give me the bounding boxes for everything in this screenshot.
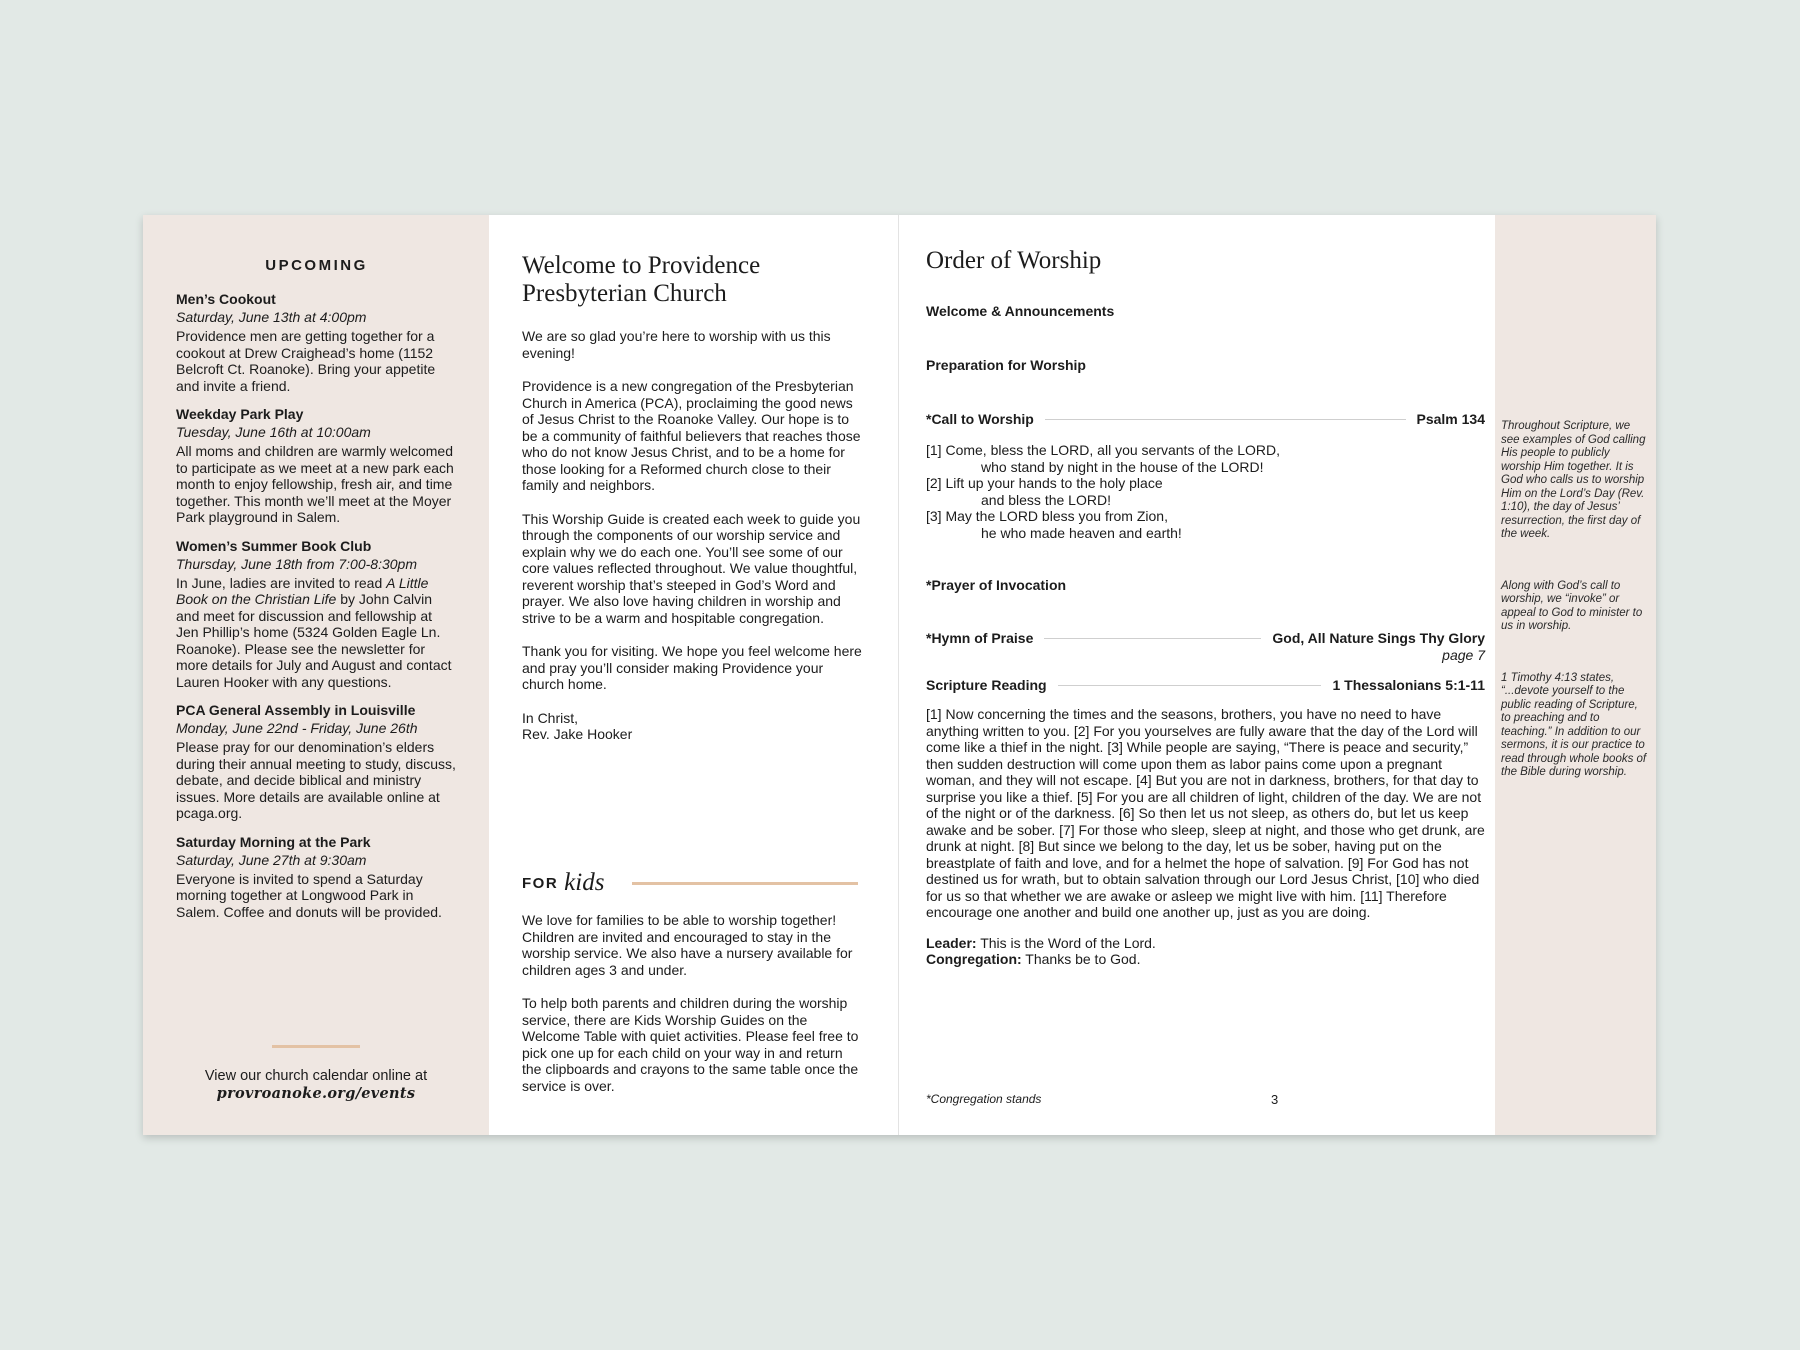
call-to-worship-item xyxy=(926,410,1485,428)
kids-paragraph: We love for families to be able to worship together! Children are invited and encouraged to stay in the worship service. We also have a nursery available for children ages 3 and under. xyxy=(522,912,853,978)
leader-response xyxy=(926,935,1485,952)
event-general-assembly xyxy=(176,702,457,822)
for-kids-heading xyxy=(522,869,858,897)
leader-label: Leader: xyxy=(926,934,977,951)
event-weekday-park-play xyxy=(176,406,457,526)
book-title: A Little Book on the Christian Life xyxy=(176,574,429,607)
upcoming-heading: UPCOMING xyxy=(265,257,368,274)
scripture-reading-note: 1 Timothy 4:13 states, “...devote yourself to the public reading of Scripture, to preaching and to teaching.” In addition to our sermons, it is our practice to read through whole books of the Bible during worship. xyxy=(1501,671,1647,778)
sidebar-notes xyxy=(1495,215,1656,1135)
event-title: Women’s Summer Book Club xyxy=(176,537,372,554)
call-to-worship-reference: Psalm 134 xyxy=(1416,411,1485,427)
preparation-item: Preparation for Worship xyxy=(926,357,1086,373)
signoff-name: Rev. Jake Hooker xyxy=(522,726,633,742)
scripture-response xyxy=(926,935,1485,968)
calendar-text: View our church calendar online at xyxy=(204,1068,428,1084)
event-date: Thursday, June 18th from 7:00-8:30pm xyxy=(176,555,417,572)
welcome-announcements-item: Welcome & Announcements xyxy=(926,303,1115,319)
order-of-worship-panel xyxy=(899,215,1495,1135)
for-label: FOR xyxy=(522,874,559,892)
event-date: Monday, June 22nd - Friday, June 26th xyxy=(176,720,418,736)
event-date: Saturday, June 13th at 4:00pm xyxy=(176,309,367,325)
event-description xyxy=(176,575,457,691)
welcome-paragraph: This Worship Guide is created each week to guide you through the components of our worship service and explain why we do each one. You’ll see some of our core values reflected throughout. We value thoughtful, reverent worship that’s steeped in God’s Word and prayer. We also love having children in worship and strive to be a warm and hospitable congregation. xyxy=(522,510,861,626)
event-description: All moms and children are warmly welcomed to participate as we meet at a new park each month to enjoy fellowship, fresh air, and time together. This month we’ll meet at the Moyer Park playground in Salem. xyxy=(176,443,454,525)
calendar-footer xyxy=(143,1045,489,1102)
kids-label: kids xyxy=(564,869,605,896)
hymn-label: *Hymn of Praise xyxy=(926,630,1034,646)
congregation-text: Thanks be to God. xyxy=(1021,951,1141,967)
scripture-reading-item xyxy=(926,676,1485,694)
event-date: Tuesday, June 16th at 10:00am xyxy=(176,424,371,440)
event-title: Men’s Cookout xyxy=(176,291,276,307)
event-saturday-park xyxy=(176,834,457,921)
event-description: Please pray for our denomination’s elders during their annual meeting to study, discuss, debate, and decide biblical and ministry issues. More details are available online at pcaga.org. xyxy=(176,739,456,821)
upcoming-panel xyxy=(143,215,489,1135)
welcome-signoff xyxy=(522,710,862,743)
event-description-rest: by John Calvin and meet for discussion and fellowship at Jen Phillip’s home (5324 Golden Eagle Ln. Roanoke). Please see the newsletter for more details for July and August and contact Lauren Hooker with any questions. xyxy=(176,591,452,690)
leader-rule xyxy=(1058,685,1322,686)
event-title: Weekday Park Play xyxy=(176,406,304,422)
psalm-line: and bless the LORD! xyxy=(981,491,1111,508)
leader-rule xyxy=(1044,638,1261,639)
scripture-reference: 1 Thessalonians 5:1-11 xyxy=(1332,677,1485,693)
leader-text: This is the Word of the Lord. xyxy=(976,934,1156,951)
page-number: 3 xyxy=(1271,1092,1279,1107)
kids-paragraph: To help both parents and children during the worship service, there are Kids Worship Guides on the Welcome Table with quiet activities. Please feel free to pick one up for each child on your way in and return the clipboards and crayons to the same table once the service is over. xyxy=(522,995,859,1094)
event-description-lead: In June, ladies are invited to read xyxy=(176,574,387,591)
congregation-response xyxy=(926,951,1485,968)
psalm-line: who stand by night in the house of the LORD! xyxy=(981,458,1264,475)
prayer-of-invocation-item: *Prayer of Invocation xyxy=(926,577,1067,593)
psalm-line: [3] May the LORD bless you from Zion, xyxy=(926,508,1168,524)
order-title: Order of Worship xyxy=(926,247,1102,274)
divider-rule xyxy=(632,882,858,885)
signoff-closing: In Christ, xyxy=(522,709,579,726)
for-kids-body xyxy=(522,912,862,1111)
psalm-line: he who made heaven and earth! xyxy=(981,524,1182,541)
worship-guide-spread xyxy=(143,215,1656,1135)
call-to-worship-label: *Call to Worship xyxy=(926,411,1034,427)
call-to-worship-note: Throughout Scripture, we see examples of God calling His people to publicly worship Him together. It is God who calls us to worship Him on the Lord’s Day (Rev. 1:10), the day of Jesus’ resurrection, the first day of the week. xyxy=(1501,420,1646,540)
calendar-link[interactable]: provroanoke.org/events xyxy=(216,1085,416,1102)
congregation-stands-footnote: *Congregation stands xyxy=(926,1092,1042,1106)
event-title: PCA General Assembly in Louisville xyxy=(176,702,416,718)
psalm-line: [2] Lift up your hands to the holy place xyxy=(926,475,1163,491)
congregation-label: Congregation: xyxy=(926,951,1022,967)
psalm-line: [1] Come, bless the LORD, all you servants of the LORD, xyxy=(926,442,1281,458)
invocation-note: Along with God’s call to worship, we “invoke” or appeal to God to minister to us in worship. xyxy=(1501,579,1643,632)
hymn-title: God, All Nature Sings Thy Glory xyxy=(1272,630,1485,646)
event-date: Saturday, June 27th at 9:30am xyxy=(176,851,367,868)
welcome-title-line-1: Welcome to Providence xyxy=(522,252,761,279)
event-book-club xyxy=(176,538,457,691)
event-description: Everyone is invited to spend a Saturday morning together at Longwood Park in Salem. Coffee and donuts will be provided. xyxy=(176,870,442,920)
psalm-text xyxy=(926,442,1485,541)
event-title: Saturday Morning at the Park xyxy=(176,833,371,850)
welcome-paragraph: Thank you for visiting. We hope you feel welcome here and pray you’ll consider making Providence your church home. xyxy=(522,643,862,692)
event-mens-cookout xyxy=(176,291,457,394)
scripture-text: [1] Now concerning the times and the seasons, brothers, you have no need to have anything written to you. [2] For you yourselves are fully aware that the day of the Lord will come like a thief in the night. [3] While people are saying, “There is peace and security,” then sudden destruction will come upon them as labor pains come upon a pregnant woman, and they will not escape. [4] But you are not in darkness, brothers, for that day to surprise you like a thief. [5] For you are all children of light, children of the day. We are not of the night or of the darkness. [6] So then let us not sleep, as others do, but let us keep awake and be sober. [7] For those who sleep, sleep at night, and those who get drunk, are drunk at night. [8] But since we belong to the day, let us be sober, having put on the breastplate of faith and love, and for a helmet the hope of salvation. [9] For God has not destined us for wrath, but to obtain salvation through our Lord Jesus Christ, [10] who died for us so that whether we are awake or asleep we might live with him. [11] Therefore encourage one another and build one another up, just as you are doing. xyxy=(926,706,1485,920)
hymn-page: page 7 xyxy=(1442,647,1485,663)
welcome-title-line-2: Presbyterian Church xyxy=(522,280,727,307)
divider-rule xyxy=(272,1045,360,1048)
hymn-of-praise-item xyxy=(926,629,1485,647)
scripture-label: Scripture Reading xyxy=(926,677,1047,693)
event-description: Providence men are getting together for a cookout at Drew Craighead’s home (1152 Belcroft Ct. Roanoke). Bring your appetite and invite a friend. xyxy=(176,328,436,394)
welcome-panel xyxy=(489,215,899,1135)
welcome-title xyxy=(522,252,862,308)
welcome-paragraph: Providence is a new congregation of the Presbyterian Church in America (PCA), proclaiming the good news of Jesus Christ to the Roanoke Valley. Our hope is to be a community of faithful believers that reaches those who do not know Jesus Christ, and to be a home for those looking for a Reformed church close to their family and neighbors. xyxy=(522,378,861,493)
leader-rule xyxy=(1045,419,1406,420)
welcome-paragraph: We are so glad you’re here to worship with us this evening! xyxy=(522,328,831,361)
